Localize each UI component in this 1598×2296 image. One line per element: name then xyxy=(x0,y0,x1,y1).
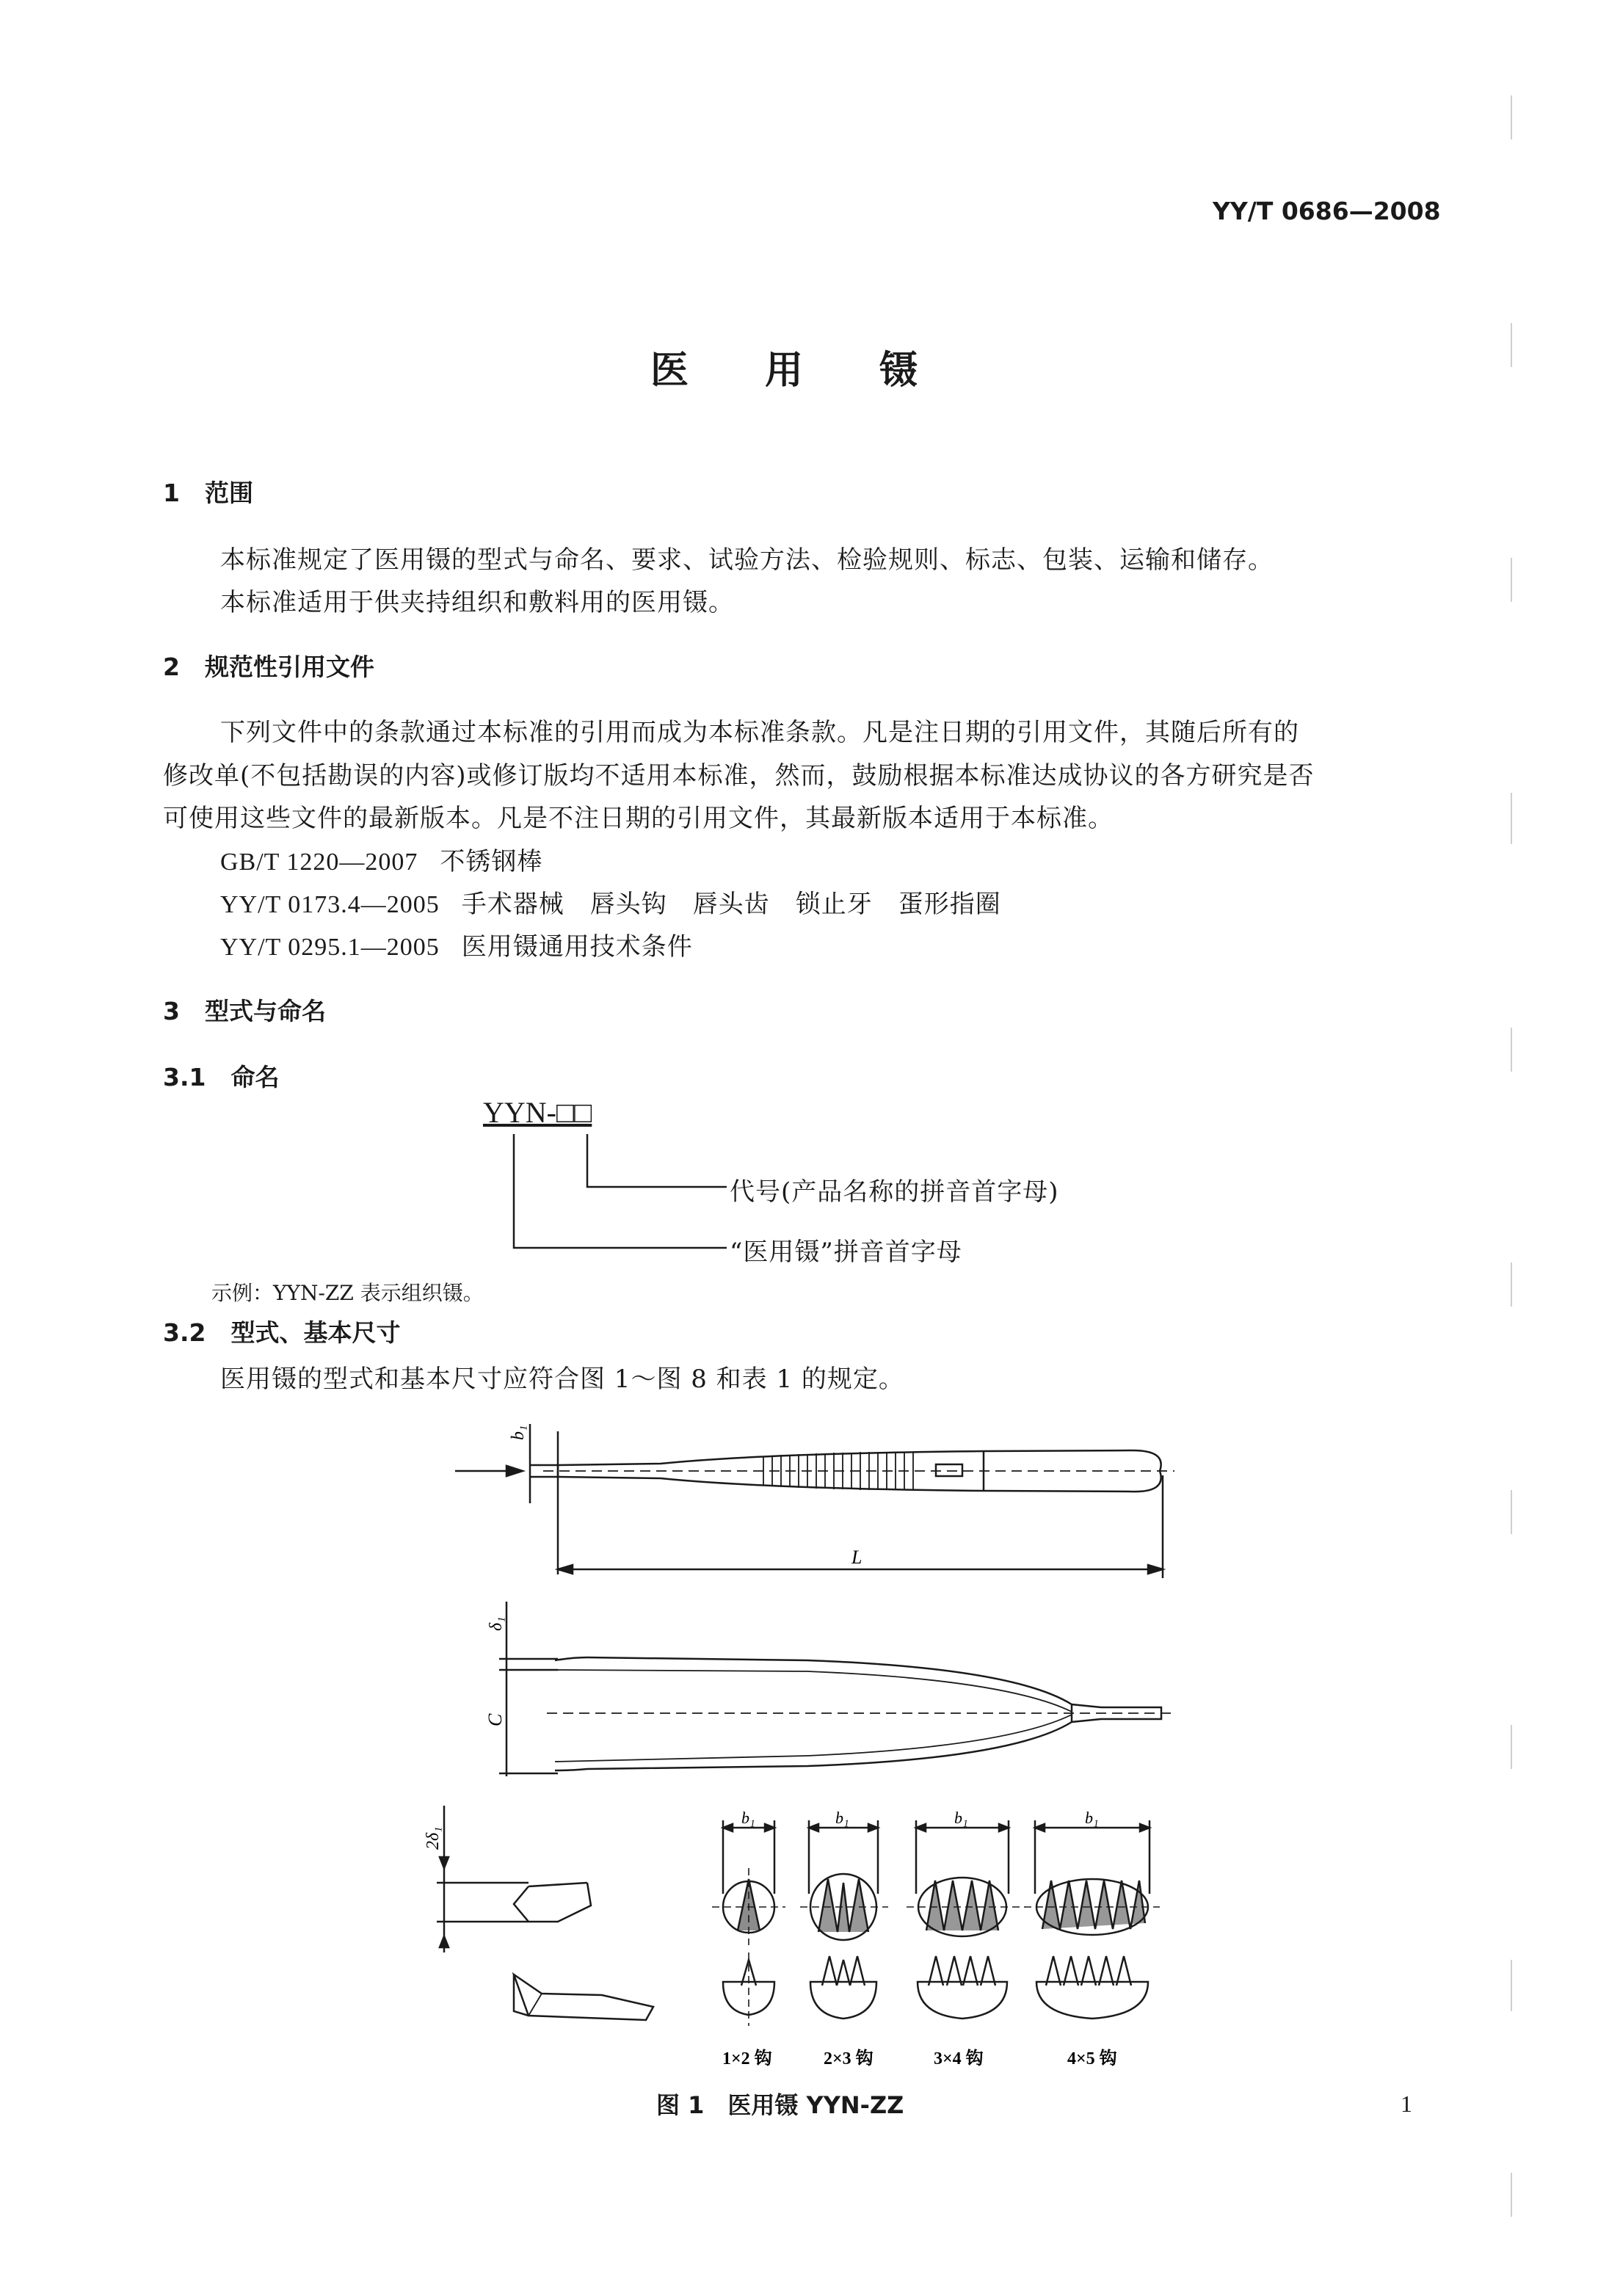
section-number: 3.1 xyxy=(163,1063,206,1091)
section-title: 型式与命名 xyxy=(204,997,326,1025)
hook-label: 2×3 钩 xyxy=(824,2049,874,2068)
section-number: 2 xyxy=(163,653,180,681)
reference-title: 手术器械 唇头钩 唇头齿 锁止牙 蛋形指圈 xyxy=(461,890,1001,919)
dim-L-label: L xyxy=(851,1547,862,1568)
figure-caption: 图 1 医用镊 YYN-ZZ xyxy=(656,2091,904,2119)
paragraph: 医用镊的型式和基本尺寸应符合图 1～图 8 和表 1 的规定。 xyxy=(220,1365,904,1394)
hook-b1-label: b₁ xyxy=(741,1809,755,1827)
section-title: 型式、基本尺寸 xyxy=(230,1318,401,1347)
paragraph: 可使用这些文件的最新版本。凡是不注日期的引用文件，其最新版本适用于本标准。 xyxy=(163,804,1114,833)
hook-sections xyxy=(712,1820,1160,2026)
hook-b1-label: b₁ xyxy=(954,1809,968,1827)
reference-code: GB/T 1220—2007 xyxy=(220,849,418,876)
hook-2x3 xyxy=(800,1820,888,2019)
hook-1x2 xyxy=(712,1820,785,2026)
hook-b1-label: b₁ xyxy=(1085,1809,1099,1827)
pin-slot xyxy=(936,1464,962,1476)
paragraph: 修改单(不包括勘误的内容)或修订版均不适用本标准，然而，鼓励根据本标准达成协议的各方研究是否 xyxy=(163,761,1315,791)
naming-label-prefix: “医用镊”拼音首字母 xyxy=(730,1238,962,1267)
section-title: 命名 xyxy=(230,1063,280,1091)
page-number: 1 xyxy=(1401,2090,1412,2117)
section-number: 3.2 xyxy=(163,1318,206,1347)
section-title: 范围 xyxy=(204,479,253,507)
reference-code: YY/T 0173.4—2005 xyxy=(220,891,440,918)
section-number: 1 xyxy=(163,479,180,507)
hook-label: 3×4 钩 xyxy=(934,2049,984,2068)
section-title: 规范性引用文件 xyxy=(204,653,374,681)
standard-number: YY/T 0686—2008 xyxy=(1213,197,1441,225)
arrowhead xyxy=(506,1466,523,1476)
dim-delta-label: δ₁ xyxy=(487,1616,506,1631)
reference-title: 不锈钢棒 xyxy=(440,847,543,876)
hook-label: 1×2 钩 xyxy=(722,2049,772,2068)
hook-label: 4×5 钩 xyxy=(1067,2049,1117,2068)
paragraph: 本标准适用于供夹持组织和敷料用的医用镊。 xyxy=(220,588,734,617)
hook-3x4 xyxy=(907,1820,1020,2019)
section-number: 3 xyxy=(163,997,180,1025)
paragraph: 下列文件中的条款通过本标准的引用而成为本标准条款。凡是注日期的引用文件，其随后所有的 xyxy=(220,718,1299,747)
page-title: 医 用 镊 xyxy=(650,349,918,393)
reference-title: 医用镊通用技术条件 xyxy=(461,932,693,962)
reference-code: YY/T 0295.1—2005 xyxy=(220,934,440,961)
tip-detail-upper xyxy=(514,1883,591,1922)
tip-detail-lower xyxy=(514,1975,653,2020)
naming-label-code: 代号(产品名称的拼音首字母) xyxy=(730,1177,1059,1207)
hook-4x5 xyxy=(1024,1820,1160,2019)
naming-code: YYN-□□ xyxy=(483,1096,592,1129)
dim-C-label: C xyxy=(484,1713,506,1726)
dim-b1-label: b₁ xyxy=(509,1425,528,1440)
naming-example: 示例：YYN-ZZ 表示组织镊。 xyxy=(211,1281,484,1305)
paragraph: 本标准规定了医用镊的型式与命名、要求、试验方法、检验规则、标志、包装、运输和储存。 xyxy=(220,545,1274,575)
dim-2delta-label: 2δ₁ xyxy=(424,1826,443,1850)
hook-b1-label: b₁ xyxy=(835,1809,849,1827)
